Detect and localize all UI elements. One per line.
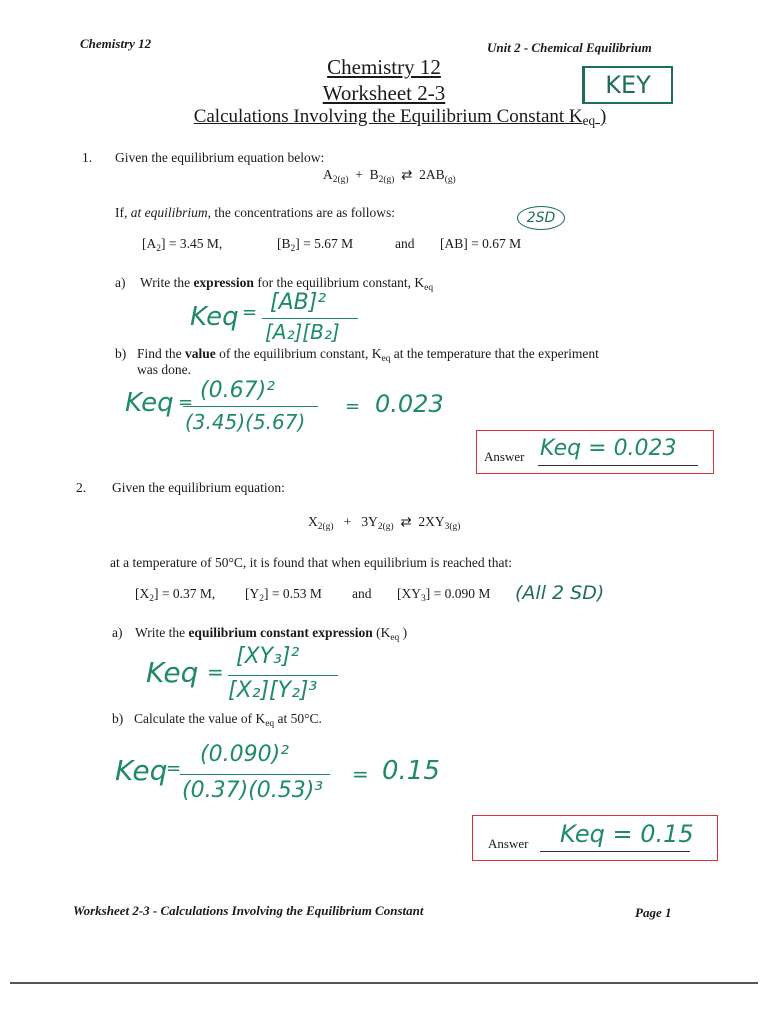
q2b-hw-lhs: Keq (115, 754, 168, 787)
q2-conc-and: and (352, 586, 372, 601)
q1b-hw-result: 0.023 (375, 390, 444, 418)
q1-number: 1. (82, 150, 93, 165)
q2a-frac-line (228, 675, 338, 676)
q1-answer-value: Keq = 0.023 (540, 436, 677, 461)
footer-left: Worksheet 2-3 - Calculations Involving the Equilibrium Constant (73, 903, 424, 918)
q2-conc-xy: $[XY_3] = 0.090$ M (397, 586, 491, 604)
q1a-hw-eq: = (242, 302, 258, 323)
q2-number: 2. (76, 480, 87, 495)
q2-equation: $X_{2(g)}$ + $3Y_{2(g)}$ ⇄ $2XY_{3(g)}$ (308, 514, 461, 532)
q2-sd-note: (All 2 SD) (515, 582, 605, 604)
q2-answer-label: Answer (488, 836, 529, 851)
q2a-prompt: Write the equilibrium constant expression ($K_{eq}$ ) (135, 625, 408, 643)
q1b-prompt-line2: was done. (137, 362, 191, 377)
q1-conc-ab: [AB] = 0.67 M (440, 236, 522, 251)
q1-conc-b: $[B_2] = 5.67$ M (277, 236, 354, 254)
q1-conc-and: and (395, 236, 415, 251)
q1b-hw-eq: = (178, 392, 194, 413)
header-right: Unit 2 - Chemical Equilibrium (487, 40, 652, 55)
q1b-label: b) (115, 346, 127, 361)
q2b-hw-result: 0.15 (382, 756, 440, 786)
scan-edge (10, 982, 758, 984)
worksheet-title: Worksheet 2-3 (322, 81, 446, 105)
q1-answer-line (538, 465, 698, 466)
q2-answer-value: Keq = 0.15 (560, 820, 694, 848)
q1b-prompt: Find the value of the equilibrium constant, $K_{eq}$ at the temperature that the experiment (137, 346, 599, 364)
q2b-hw-eq2: = (352, 762, 369, 786)
q2b-hw-den: (0.37)(0.53)³ (182, 778, 324, 803)
q1-equation: $A_{2(g)} + B_{2(g)}$ ⇄ $2AB_{(g)}$ (323, 167, 456, 185)
q2a-hw-num: [XY₃]² (236, 644, 300, 669)
q1a-frac-line (262, 318, 358, 319)
q2-conc-x: $[X_2] = 0.37$ M, (135, 586, 216, 604)
q2b-hw-num: (0.090)² (200, 742, 289, 767)
q2a-hw-den: [X₂][Y₂]³ (228, 678, 318, 703)
q1a-prompt: Write the expression for the equilibrium constant, $K_{eq}$ (140, 275, 434, 293)
worksheet-subtitle: Calculations Involving the Equilibrium Constant $K_{eq}$ ) (193, 106, 607, 128)
q1a-hw-num: [AB]² (270, 290, 327, 315)
q2a-hw-eq: = (207, 660, 224, 684)
q2b-frac-line (180, 774, 330, 775)
q1b-hw-eq2: = (345, 396, 361, 417)
q1-sd-note: 2SD (517, 206, 565, 230)
q1b-hw-lhs: Keq (125, 388, 174, 418)
q2-conditions: at a temperature of 50°C, it is found that when equilibrium is reached that: (110, 555, 513, 570)
q1a-hw-den: [A₂][B₂] (265, 320, 340, 344)
q1-conc-a: $[A_2] = 3.45$ M, (142, 236, 223, 254)
q2-conc-y: $[Y_2] = 0.53$ M (245, 586, 322, 604)
q1b-hw-den: (3.45)(5.67) (185, 410, 306, 434)
q1a-label: a) (115, 275, 126, 290)
q2-prompt: Given the equilibrium equation: (112, 480, 285, 495)
q1b-hw-num: (0.67)² (200, 378, 275, 403)
q2b-prompt: Calculate the value of $K_{eq}$ at 50°C. (134, 711, 322, 729)
key-stamp (582, 66, 673, 104)
q1-conditions: If, at equilibrium, the concentrations are as follows: (115, 205, 396, 220)
footer-right: Page 1 (635, 905, 672, 920)
q1a-hw-lhs: Keq (190, 302, 239, 332)
page-title: Chemistry 12 (327, 55, 441, 79)
q2-answer-line (540, 851, 690, 852)
q2b-label: b) (112, 711, 124, 726)
q1b-frac-line (183, 406, 318, 407)
q2a-label: a) (112, 625, 123, 640)
q2a-hw-lhs: Keq (146, 656, 199, 689)
q1-answer-label: Answer (484, 449, 525, 464)
q2b-hw-eq: = (166, 758, 182, 779)
key-stamp-text: KEY (605, 71, 651, 99)
header-left: Chemistry 12 (80, 36, 152, 51)
q1-prompt: Given the equilibrium equation below: (115, 150, 325, 165)
